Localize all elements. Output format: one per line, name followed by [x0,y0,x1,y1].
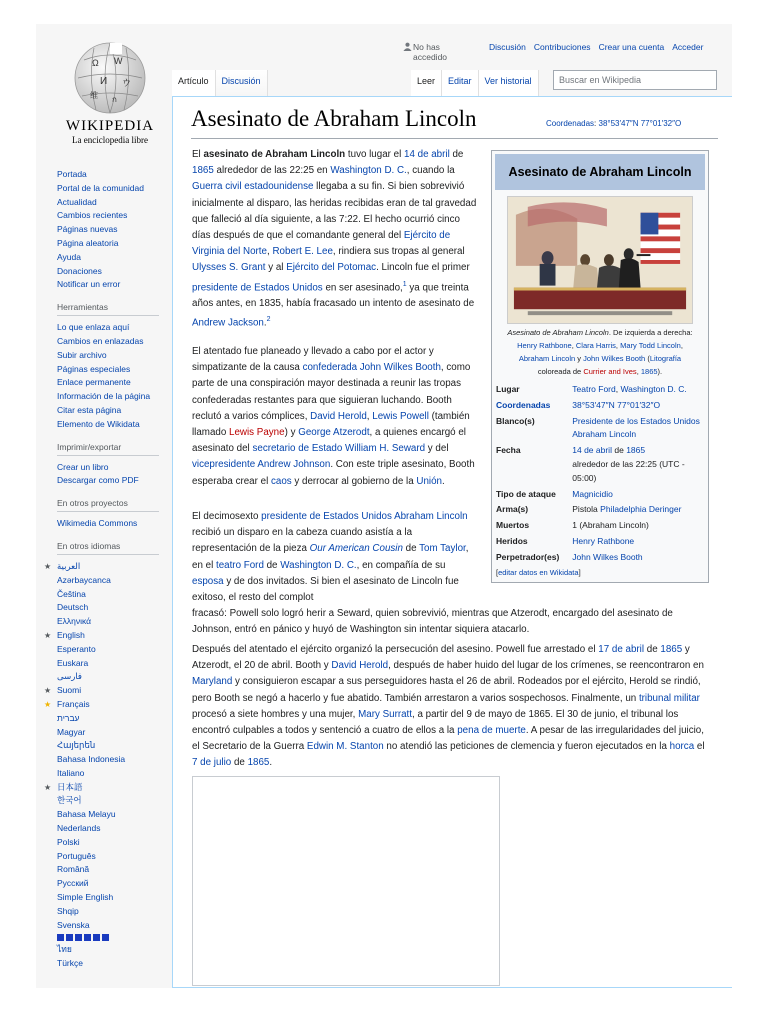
language-item[interactable]: English [57,629,85,640]
tab-discussion[interactable] [216,70,268,96]
caption-link[interactable]: Clara Harris [575,341,616,350]
tool-item[interactable]: Cambios en enlazadas [57,335,144,346]
svg-text:И: И [100,76,108,87]
contributions-link[interactable]: Contribuciones [533,42,591,52]
row-text: Pistola [572,504,598,515]
link[interactable]: Guerra civil estadounidense [192,181,314,193]
link[interactable]: caos [270,475,292,487]
tool-item[interactable]: Información de la página [57,391,151,402]
svg-text:Ω: Ω [92,58,99,68]
tool-item[interactable]: Citar esta página [57,404,122,415]
caption-text: coloreada de [537,367,582,376]
language-item[interactable]: Esperanto [57,643,96,654]
footnote-link[interactable]: 1 [402,280,407,288]
language-item[interactable]: Simple English [57,892,114,903]
language-item[interactable]: Bahasa Indonesia [57,754,126,765]
sidebar-item-ayuda[interactable]: Ayuda [57,251,81,262]
paragraph-attack: El decimosexto presidente de Estados Unidos Abraham Lincoln recibió un disparo en la cabeza cuando asistía a la representación de la pieza Our American Cousin de Tom Taylor, en el teatro Ford de Washington D. C., en compañía de su esposa y de dos invitados. Si bien el asesinato de Lincoln fue exitoso, el resto del complot fracasó: Powell solo logró herir a Seward, quien sobrevivió, mientras que Atzerodt, encargado del asesinato de Johnson, entró en pánico y huyó de Washington sin intentar siquiera atacarlo. [192,511,673,636]
sidebar-item-notificar[interactable]: Notificar un error [57,279,121,290]
link[interactable]: Ulysses S. Grant [192,262,266,274]
coordinates: Coordenadas: 38°53′47″N 77°01′32″O [546,119,682,128]
link[interactable]: 1865 [192,165,214,177]
infobox-row-tipo [495,487,705,503]
infobox-row-heridos [495,534,705,550]
link[interactable]: 1865 [247,757,270,769]
flag [641,213,681,264]
link[interactable]: Abraham Lincoln [394,511,468,522]
link[interactable]: confederada [302,362,358,374]
tab-edit-label[interactable]: Editar [448,76,472,86]
language-item[interactable]: Nederlands [57,823,101,834]
language-item[interactable]: Italiano [57,767,85,778]
tool-item[interactable]: Subir archivo [57,349,107,360]
language-item[interactable]: Português [57,850,96,861]
row-label: Perpetrador(es) [496,551,560,562]
coordinates-value[interactable]: 38°53′47″N 77°01′32″O [598,119,682,128]
good-article-star-icon: ★ [44,699,52,709]
tool-item[interactable]: Lo que enlaza aquí [57,322,130,333]
link[interactable]: Ejército de Virginia del Norte [192,230,451,258]
print-heading: Imprimir/exportar [57,442,159,456]
language-item[interactable]: Ελληνικά [57,616,92,627]
paragraph-plot: El atentado fue planeado y llevado a cabo por el actor y simpatizante de la causa confederada John Wilkes Booth, como parte de una conspiración mayor destinada a reunir las tropas confederadas restantes para que siguieran luchando. Booth reclutó a varios cómplices, David Herold, Lewis Powell (también llamado Lewis Payne) y George Atzerodt, a quienes encargó el asesinato del secretario de Estado William H. Seward y del vicepresidente Andrew Johnson. Con este triple asesinato, Booth esperaba crear el caos y derrocar al gobierno de la Unión. [192,346,475,487]
infobox-row-fecha [495,443,705,486]
caption-link[interactable]: Abraham Lincoln [518,354,576,363]
tab-article[interactable]: Artículo [172,70,216,96]
language-item[interactable]: ไทย [57,944,72,955]
link[interactable]: Edwin M. Stanton [306,741,384,753]
svg-text:W: W [114,56,123,66]
svg-text:ウ: ウ [122,78,132,88]
view-tabs [411,70,539,96]
language-item[interactable]: Русский [57,878,89,889]
user-status [403,42,473,62]
tool-item[interactable]: Páginas especiales [57,363,131,374]
infobox-row-arma [495,502,705,518]
language-item[interactable]: العربية [57,560,81,571]
language-item[interactable]: Türkçe [57,958,83,969]
row-link[interactable]: Abraham Lincoln [572,429,637,440]
link[interactable]: Lewis Powell [372,410,429,422]
sidebar-item-actualidad[interactable]: Actualidad [57,196,97,207]
language-item[interactable]: Svenska [57,919,90,930]
link[interactable]: Andrew Jackson [192,317,264,329]
caption-link[interactable]: 1865 [640,367,658,376]
languages-list [44,560,169,971]
tab-history-label[interactable]: Ver historial [484,76,532,86]
wikipedia-logo[interactable] [58,40,162,152]
link[interactable]: George Atzerodt [298,427,370,439]
projects-heading: En otros proyectos [57,498,159,512]
link[interactable]: secretario de Estado William H. Seward [252,443,426,455]
infobox-row-lugar: Lugar Teatro Ford, Washington D. C. [495,382,705,398]
link[interactable]: Robert E. Lee [272,246,333,258]
link[interactable]: David Herold [310,410,367,422]
tab-discussion-label[interactable]: Discusión [221,76,261,86]
link[interactable]: John Wilkes Booth [359,362,441,374]
paragraph-aftermath: Después del atentado el ejército organizó la persecución del asesino. Powell fue arrestado el 17 de abril de 1865 y Atzerodt, el 20 de abril. Booth y David Herold, después de haber huido del lugar de los crímenes, se reencontraron en Maryland y consiguieron escapar a sus perseguidores hasta el 26 de abril. Rodeados por el ejército, Herold se rindió, pero Booth se negó a hacerlo y fue abatido. También arrestaron a varios sospechosos. Finalmente, un tribunal militar procesó a siete hombres y una mujer, Mary Surratt, a partir del 9 de mayo de 1865. El 30 de junio, el tribunal los encontró culpables a todos y sentenció a cuatro de ellos a la pena de muerte. A pesar de las irregularidades del juicio, el Secretario de la Guerra Edwin M. Stanton no atendió las peticiones de clemencia y fueron ejecutados en la horca el 7 de julio de 1865. [192,644,705,769]
row-link[interactable]: 38°53′47″N 77°01′32″O [572,399,661,410]
print-item[interactable]: Descargar como PDF [57,475,139,486]
row-link[interactable]: 14 de abril [572,445,612,456]
row-text: de [614,445,624,456]
tools-list [57,321,169,431]
login-link[interactable]: Acceder [672,42,704,52]
link[interactable]: Maryland [192,676,233,688]
row-label: Arma(s) [496,504,529,515]
personal-links [489,42,711,52]
nav-list [57,168,169,292]
caption-link[interactable]: John Wilkes Booth [583,354,646,363]
link[interactable]: Mary Surratt [358,708,412,720]
paragraph-intro: El asesinato de Abraham Lincoln tuvo lugar el 14 de abril de 1865 alrededor de las 22:25 en Washington D. C., cuando la Guerra civil estadounidense llegaba a su fin. Si bien sobrevivió inicialmente al disparo, las heridas recibidas eran de tal gravedad que falleció al día siguiente, a las 7:22. El hecho ocurrió cinco días después de que el comandante general del Ejército de Virginia del Norte, Robert E. Lee, rindiera sus tropas al general Ulysses S. Grant y al Ejército del Potomac. Lincoln fue el primer presidente de Estados Unidos en ser asesinado,$^1$ ya que treinta años antes, en 1835, había fracasado un intento de asesinato de Andrew Jackson.$^2$ [192,149,477,329]
link[interactable]: David Herold [331,660,389,672]
link[interactable]: Unión [416,475,442,487]
svg-text:维: 维 [90,91,98,100]
infobox-caption: Asesinato de Abraham Lincoln. De izquierda a derecha: Henry Rathbone, Clara Harris, Mary Todd Lincoln, Abraham Lincoln y John Wilkes Booth (Litografía coloreada de Currier and Ives, 1865). [507,328,693,376]
red-link[interactable]: Lewis Payne [229,427,285,439]
namespace-tabs [172,70,268,96]
row-label: Heridos [496,535,528,546]
media-embed-frame[interactable] [192,776,500,986]
row-link[interactable]: Philadelphia Deringer [600,504,682,515]
tool-item[interactable]: Enlace permanente [57,377,131,388]
row-link[interactable]: Presidente de los Estados Unidos [572,415,700,426]
language-item[interactable]: Magyar [57,726,86,737]
row-label: Tipo de ataque [496,488,556,499]
language-item[interactable]: Euskara [57,657,89,668]
coordinates-label[interactable]: Coordenadas [546,119,595,128]
row-label-link[interactable]: Coordenadas [496,399,551,410]
infobox-row-blanco [495,414,705,444]
sidebar-item-portal[interactable]: Portal de la comunidad [57,182,144,193]
sidebar-item-donaciones[interactable]: Donaciones [57,265,102,276]
tools-heading: Herramientas [57,302,159,316]
link[interactable]: Washington D. C. [280,559,357,571]
svg-text:ก: ก [112,95,117,104]
link[interactable]: presidente de Estados Unidos [192,281,323,293]
link[interactable]: Washington D. C. [330,165,407,177]
link[interactable]: presidente de Estados Unidos [261,511,392,522]
link[interactable]: vicepresidente Andrew Johnson [192,459,331,471]
row-text: alrededor de las 22:25 (UTC - 05:00) [572,458,685,483]
title-divider [191,138,718,139]
language-item[interactable]: Français [57,698,90,709]
link[interactable]: 7 de julio [192,757,232,769]
language-item[interactable]: Polski [57,836,80,847]
language-item[interactable]: Azərbaycanca [57,574,111,585]
row-text: 1 (Abraham Lincoln) [572,520,649,531]
sidebar-item-nuevas[interactable]: Páginas nuevas [57,224,118,235]
row-label: Muertos [496,520,530,531]
tab-edit[interactable] [442,70,479,96]
lithograph-image[interactable] [507,196,693,324]
featured-star-icon: ★ [44,561,52,571]
featured-star-icon: ★ [44,686,52,696]
link[interactable]: 14 de abril [404,149,450,160]
caption-text: y [577,354,582,363]
create-account-link[interactable]: Crear una cuenta [598,42,665,52]
infobox [491,150,709,583]
featured-star-icon: ★ [44,630,52,640]
sidebar-item-aleatoria[interactable]: Página aleatoria [57,237,119,248]
language-item[interactable]: فارسی [57,671,82,682]
row-label [495,399,572,413]
language-item[interactable]: 日本語 [57,781,83,792]
edit-wikidata-link[interactable]: editar datos en Wikidata [498,567,579,577]
caption-link[interactable]: Litografía [649,354,682,363]
link[interactable]: Our American Cousin [309,543,403,555]
link[interactable]: Tom Taylor [419,543,466,555]
language-item[interactable]: Shqip [57,905,79,916]
row-label: Lugar [496,384,520,394]
row-link[interactable]: John Wilkes Booth [572,551,643,562]
link[interactable]: horca [669,741,695,753]
projects-list [57,517,169,531]
footnote-link[interactable]: 2 [266,316,271,324]
row-label: Fecha [496,445,521,456]
caption-title: Asesinato de Abraham Lincoln [507,328,609,337]
print-item[interactable]: Crear un libro [57,461,109,472]
tab-read[interactable]: Leer [411,70,442,96]
tagline: La enciclopedia libre [72,135,148,145]
puzzle-globe-icon [70,40,150,116]
language-item[interactable]: Հայերեն [57,740,96,751]
link[interactable]: Ejército del Potomac [286,262,377,274]
link[interactable]: pena de muerte [457,725,526,737]
row-link[interactable]: Teatro Ford [572,384,616,394]
link[interactable]: teatro Ford [215,559,264,571]
unrendered-script-glyphs[interactable] [57,934,169,941]
wordmark: WIKIPEDIA [65,118,155,134]
not-logged-in-text: No has accedido [413,42,448,62]
link[interactable]: 17 de abril [598,644,645,655]
link[interactable]: esposa [192,575,224,587]
tab-history[interactable] [479,70,539,96]
sidebar-item-cambios[interactable]: Cambios recientes [57,210,128,221]
sidebar-item-portada[interactable]: Portada [57,169,87,179]
row-label: Blanco(s) [496,415,535,426]
user-icon [403,42,412,51]
row-link[interactable]: Washington D. C. [620,384,687,394]
languages-heading: En otros idiomas [57,541,159,555]
caption-link[interactable]: Currier and Ives [583,367,637,376]
infobox-title: Asesinato de Abraham Lincoln [495,154,705,190]
language-item[interactable]: עברית [57,712,80,723]
link[interactable]: 1865 [660,644,683,655]
language-item[interactable]: 한국어 [57,795,82,806]
link[interactable]: tribunal militar [638,692,700,704]
row-link[interactable]: Magnicidio [572,488,613,499]
page-title: Asesinato de Abraham Lincoln [191,106,477,131]
featured-star-icon: ★ [44,782,52,792]
language-item[interactable]: Română [57,864,90,875]
tool-item[interactable]: Elemento de Wikidata [57,418,140,429]
language-item[interactable]: Suomi [57,685,82,696]
search-input[interactable]: Buscar en Wikipedia [553,70,717,90]
edit-wikidata: [editar datos en Wikidata] [496,567,581,577]
infobox-row-perpetrador [495,550,705,566]
caption-link[interactable]: Mary Todd Lincoln [620,341,681,350]
infobox-row-coordenadas [495,398,705,414]
project-item[interactable]: Wikimedia Commons [57,518,138,529]
sidebar [44,168,169,971]
row-link[interactable]: Henry Rathbone [572,535,635,546]
infobox-row-muertos [495,518,705,534]
caption-text: . De izquierda a derecha: [608,328,693,337]
language-item[interactable]: Čeština [57,588,86,599]
language-item[interactable]: Deutsch [57,602,89,613]
caption-link[interactable]: Henry Rathbone [517,341,572,350]
print-list [57,461,169,489]
row-link[interactable]: 1865 [626,445,646,456]
talk-link[interactable]: Discusión [489,42,526,52]
language-item[interactable]: Bahasa Melayu [57,809,116,820]
